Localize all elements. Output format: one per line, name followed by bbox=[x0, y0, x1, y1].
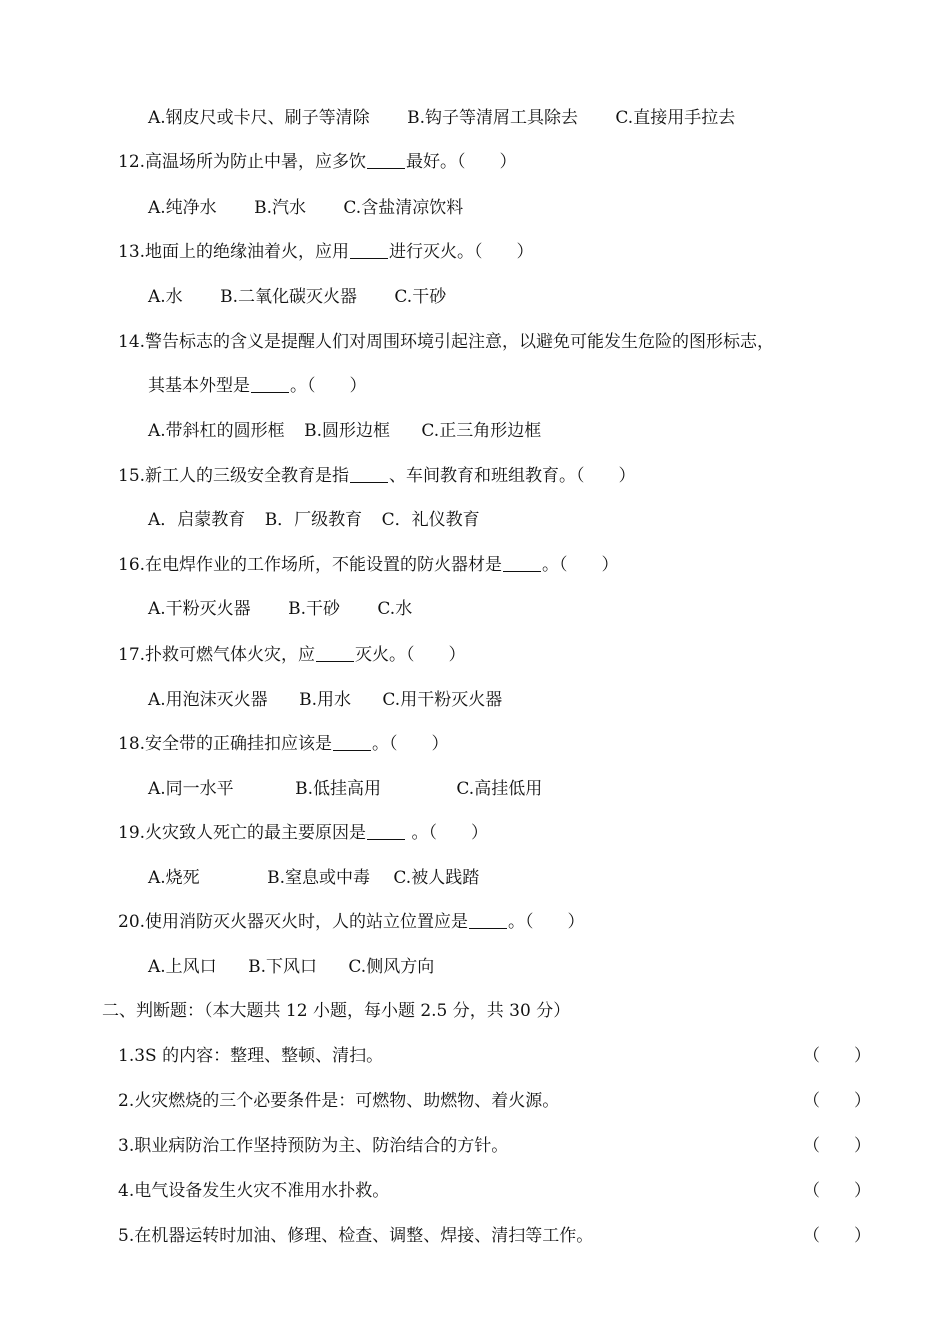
q11-option-b: B.钩子等清屑工具除去 bbox=[407, 108, 578, 128]
q18-option-a: A.同一水平 bbox=[148, 779, 234, 799]
q18-options bbox=[148, 777, 574, 801]
q19-blank[interactable] bbox=[367, 821, 405, 840]
q15-option-a: A．启蒙教育 bbox=[148, 510, 246, 530]
q13-stem: 13.地面上的绝缘油着火，应用 进行灭火。（ ） bbox=[118, 242, 534, 262]
q17-option-c: C.用干粉灭火器 bbox=[382, 690, 503, 710]
tf-item-5: 5.在机器运转时加油、修理、检查、调整、焊接、清扫等工作。 bbox=[118, 1226, 594, 1246]
q18-blank[interactable] bbox=[333, 732, 371, 751]
q15-blank[interactable] bbox=[350, 464, 388, 483]
tf-item-3: 3.职业病防治工作坚持预防为主、防治结合的方针。 bbox=[118, 1136, 509, 1156]
q19-stem: 19.火灾致人死亡的最主要原因是 。（ ） bbox=[118, 823, 488, 843]
q13-option-b: B.二氧化碳灭火器 bbox=[220, 287, 357, 307]
q17-blank[interactable] bbox=[316, 643, 354, 662]
q17-option-a: A.用泡沫灭火器 bbox=[148, 690, 268, 710]
q15-option-b: B．厂级教育 bbox=[264, 510, 363, 530]
q12-option-a: A.纯净水 bbox=[148, 198, 217, 218]
q14-option-a: A.带斜杠的圆形框 bbox=[148, 421, 285, 441]
q16-blank[interactable] bbox=[503, 553, 541, 572]
q14-blank[interactable] bbox=[251, 374, 289, 393]
q14-options bbox=[148, 419, 573, 443]
tf-answer-3[interactable]: （ ） bbox=[803, 1136, 871, 1156]
q11-option-a: A.钢皮尺或卡尺、刷子等清除 bbox=[148, 108, 370, 128]
q19-option-a: A.烧死 bbox=[148, 868, 200, 888]
q18-stem: 18.安全带的正确挂扣应该是 。（ ） bbox=[118, 734, 449, 754]
q20-option-b: B.下风口 bbox=[248, 957, 317, 977]
q17-options bbox=[148, 688, 534, 712]
q13-options bbox=[148, 285, 478, 309]
q20-option-c: C.侧风方向 bbox=[348, 957, 435, 977]
q11-option-c: C.直接用手拉去 bbox=[615, 108, 736, 128]
q13-option-a: A.水 bbox=[148, 287, 183, 307]
q14-stem-line1: 14.警告标志的含义是提醒人们对周围环境引起注意，以避免可能发生危险的图形标志， bbox=[118, 332, 775, 352]
q14-option-b: B.圆形边框 bbox=[304, 421, 390, 441]
q18-option-c: C.高挂低用 bbox=[456, 779, 543, 799]
q17-stem: 17.扑救可燃气体火灾，应 灭火。（ ） bbox=[118, 645, 466, 665]
q19-option-b: B.窒息或中毒 bbox=[267, 868, 370, 888]
q12-blank[interactable] bbox=[367, 150, 405, 169]
q11-options bbox=[148, 106, 767, 130]
q15-options bbox=[148, 508, 512, 532]
q20-stem: 20.使用消防灭火器灭火时，人的站立位置应是 。（ ） bbox=[118, 912, 585, 932]
section-2-title: 二、判断题：（本大题共 12 小题，每小题 2.5 分，共 30 分） bbox=[102, 1001, 571, 1021]
q14-option-c: C.正三角形边框 bbox=[421, 421, 542, 441]
tf-item-1: 1.3S 的内容：整理、整顿、清扫。 bbox=[118, 1046, 384, 1066]
q20-blank[interactable] bbox=[469, 910, 507, 929]
q13-blank[interactable] bbox=[350, 240, 388, 259]
q16-stem: 16.在电焊作业的工作场所，不能设置的防火器材是 。（ ） bbox=[118, 555, 619, 575]
q12-option-b: B.汽水 bbox=[254, 198, 306, 218]
q15-stem: 15.新工人的三级安全教育是指 、车间教育和班组教育。（ ） bbox=[118, 466, 636, 486]
q18-option-b: B.低挂高用 bbox=[295, 779, 381, 799]
q13-option-c: C.干砂 bbox=[394, 287, 447, 307]
q16-option-a: A.干粉灭火器 bbox=[148, 599, 251, 619]
q20-option-a: A.上风口 bbox=[148, 957, 217, 977]
q17-option-b: B.用水 bbox=[299, 690, 351, 710]
tf-answer-4[interactable]: （ ） bbox=[803, 1181, 871, 1201]
q12-stem: 12.高温场所为防止中暑，应多饮 最好。（ ） bbox=[118, 152, 517, 172]
tf-item-2: 2.火灾燃烧的三个必要条件是：可燃物、助燃物、着火源。 bbox=[118, 1091, 560, 1111]
q19-option-c: C.被人践踏 bbox=[393, 868, 480, 888]
q19-options bbox=[148, 866, 511, 890]
q14-stem-line2: 其基本外型是 。（ ） bbox=[148, 376, 367, 396]
q20-options bbox=[148, 955, 466, 979]
tf-answer-1[interactable]: （ ） bbox=[803, 1046, 871, 1066]
q15-option-c: C．礼仪教育 bbox=[381, 510, 480, 530]
tf-answer-2[interactable]: （ ） bbox=[803, 1091, 871, 1111]
tf-answer-5[interactable]: （ ） bbox=[803, 1226, 871, 1246]
q16-option-b: B.干砂 bbox=[288, 599, 340, 619]
q16-options bbox=[148, 597, 444, 621]
tf-item-4: 4.电气设备发生火灾不准用水扑救。 bbox=[118, 1181, 390, 1201]
q16-option-c: C.水 bbox=[377, 599, 413, 619]
q12-option-c: C.含盐清凉饮料 bbox=[343, 198, 464, 218]
q12-options bbox=[148, 196, 495, 220]
